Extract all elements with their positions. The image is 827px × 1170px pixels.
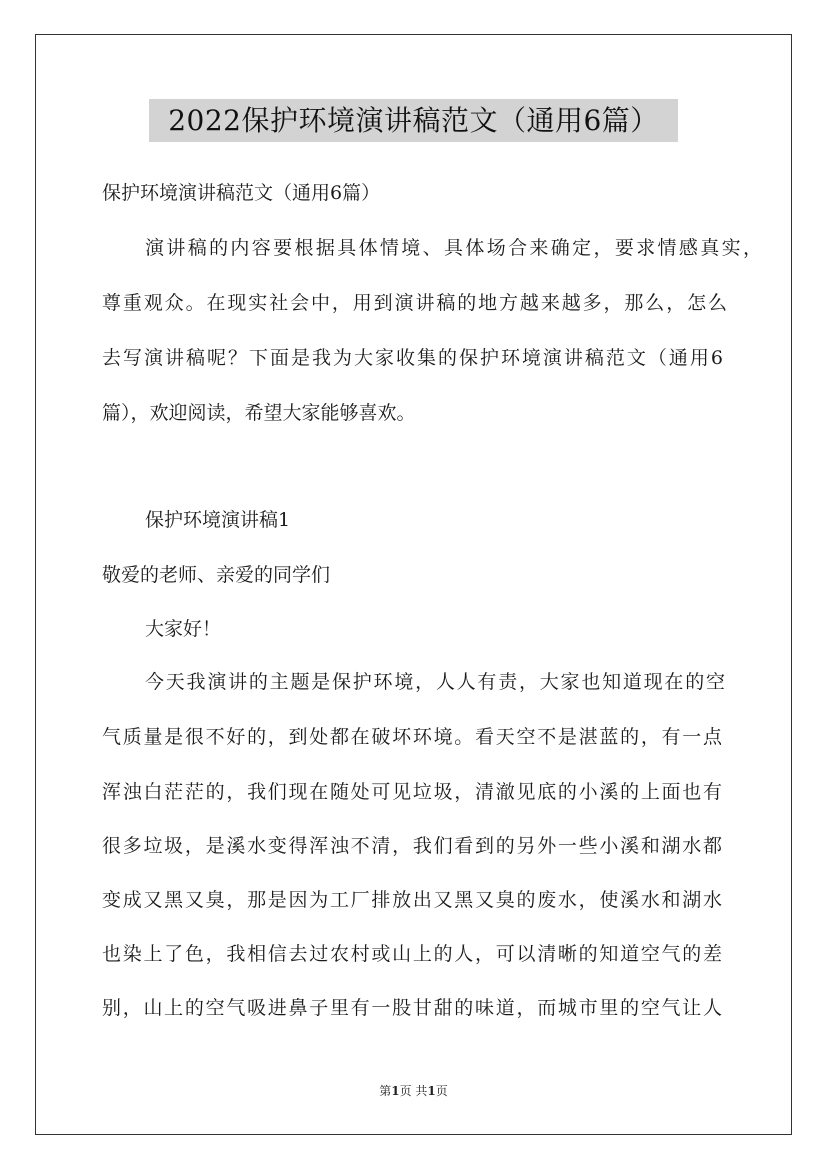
section-heading: 保护环境演讲稿1: [145, 509, 291, 531]
intro-line-2: 尊重观众。在现实社会中，用到演讲稿的地方越来越多，那么，怎么: [102, 292, 727, 314]
page-current: 1: [391, 1084, 400, 1098]
body-line-1: 今天我演讲的主题是保护环境，人人有责，大家也知道现在的空: [145, 671, 725, 693]
intro-line-4: 篇），欢迎阅读，希望大家能够喜欢。: [102, 402, 416, 424]
body-line-6: 也染上了色，我相信去过农村或山上的人，可以清晰的知道空气的差: [102, 943, 722, 965]
page-mid: 页 共: [399, 1084, 428, 1098]
body-line-4: 很多垃圾，是溪水变得浑浊不清，我们看到的另外一些小溪和湖水都: [102, 835, 722, 857]
body-line-7: 别，山上的空气吸进鼻子里有一股甘甜的味道，而城市里的空气让人: [102, 997, 722, 1019]
page-suffix: 页: [435, 1084, 448, 1098]
page-footer: [0, 1083, 827, 1099]
body-line-3: 浑浊白茫茫的，我们现在随处可见垃圾，清澈见底的小溪的上面也有: [102, 781, 722, 803]
page-total: 1: [427, 1084, 436, 1098]
document-subtitle: 保护环境演讲稿范文（通用6篇）: [102, 182, 381, 204]
intro-line-1: 演讲稿的内容要根据具体情境、具体场合来确定，要求情感真实，: [145, 237, 762, 259]
page-prefix: 第: [379, 1084, 392, 1098]
greeting: 大家好！: [145, 618, 222, 640]
intro-line-3: 去写演讲稿呢？下面是我为大家收集的保护环境演讲稿范文（通用6: [102, 347, 723, 369]
body-line-5: 变成又黑又臭，那是因为工厂排放出又黑又臭的废水，使溪水和湖水: [102, 889, 722, 911]
document-title: 2022保护环境演讲稿范文（通用6篇）: [149, 99, 678, 142]
salutation: 敬爱的老师、亲爱的同学们: [102, 564, 331, 586]
body-line-2: 气质量是很不好的，到处都在破坏环境。看天空不是湛蓝的，有一点: [102, 726, 722, 748]
